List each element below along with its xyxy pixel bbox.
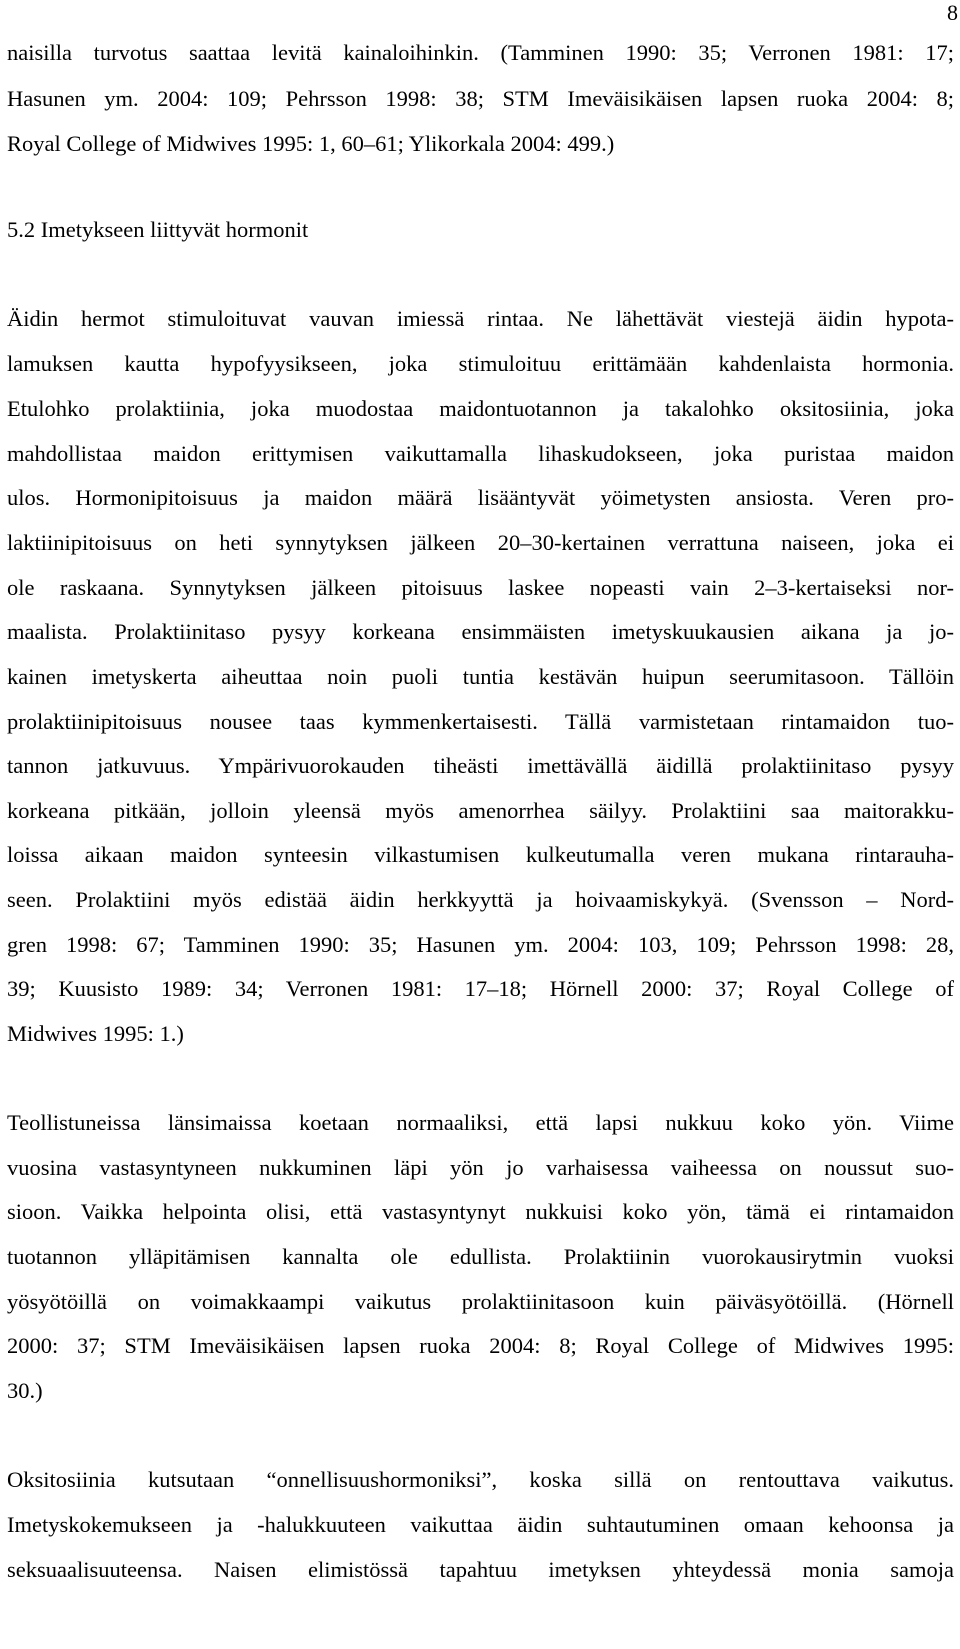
text-line: prolaktiinipitoisuus nousee taas kymmenkertaisesti. Tällä varmistetaan rintamaidon tuo- [7, 709, 954, 734]
text-line: kainen imetyskerta aiheuttaa noin puoli tuntia kestävän huipun seerumitasoon. Tällöin [7, 664, 954, 689]
text-line: Oksitosiinia kutsutaan “onnellisuushormoniksi”, koska sillä on rentouttava vaikutus. [7, 1467, 954, 1492]
text-line: Äidin hermot stimuloituvat vauvan imiessä rintaa. Ne lähettävät viestejä äidin hypota- [7, 306, 954, 331]
text-line: loissa aikaan maidon synteesin vilkastumisen kulkeutumalla veren mukana rintarauha- [7, 842, 954, 867]
text-line: yösyötöillä on voimakkaampi vaikutus prolaktiinitasoon kuin päiväsyötöillä. (Hörnell [7, 1289, 954, 1314]
text-line: Etulohko prolaktiinia, joka muodostaa maidontuotannon ja takalohko oksitosiinia, joka [7, 396, 954, 421]
text-line: tuotannon ylläpitämisen kannalta ole edullista. Prolaktiinin vuorokausirytmin vuoksi [7, 1244, 954, 1269]
text-line: korkeana pitkään, jolloin yleensä myös amenorrhea säilyy. Prolaktiini saa maitorakku- [7, 798, 954, 823]
page-number: 8 [947, 0, 958, 25]
text-line: maalista. Prolaktiinitaso pysyy korkeana ensimmäisten imetyskuukausien aikana ja jo- [7, 619, 954, 644]
section-heading: 5.2 Imetykseen liittyvät hormonit [7, 217, 309, 242]
text-line: Hasunen ym. 2004: 109; Pehrsson 1998: 38; STM Imeväisikäisen lapsen ruoka 2004: 8; [7, 86, 954, 111]
text-line: Imetyskokemukseen ja -halukkuuteen vaikuttaa äidin suhtautuminen omaan kehoonsa ja [7, 1512, 954, 1537]
text-line: seksuaalisuuteensa. Naisen elimistössä tapahtuu imetyksen yhteydessä monia samoja [7, 1557, 954, 1582]
text-line: mahdollistaa maidon erittymisen vaikuttamalla lihaskudokseen, joka puristaa maidon [7, 441, 954, 466]
text-line: 30.) [7, 1378, 43, 1403]
text-line: 2000: 37; STM Imeväisikäisen lapsen ruoka 2004: 8; Royal College of Midwives 1995: [7, 1333, 954, 1358]
text-line: 39; Kuusisto 1989: 34; Verronen 1981: 17–18; Hörnell 2000: 37; Royal College of [7, 976, 954, 1001]
text-line: gren 1998: 67; Tamminen 1990: 35; Hasunen ym. 2004: 103, 109; Pehrsson 1998: 28, [7, 932, 954, 957]
text-line: laktiinipitoisuus on heti synnytyksen jälkeen 20–30-kertainen verrattuna naiseen, joka ei [7, 530, 954, 555]
text-line: Teollistuneissa länsimaissa koetaan normaaliksi, että lapsi nukkuu koko yön. Viime [7, 1110, 954, 1135]
text-line: Midwives 1995: 1.) [7, 1021, 184, 1046]
text-line: tannon jatkuvuus. Ympärivuorokauden tiheästi imettävällä äidillä prolaktiinitaso pysyy [7, 753, 954, 778]
text-line: ole raskaana. Synnytyksen jälkeen pitoisuus laskee nopeasti vain 2–3-kertaiseksi nor- [7, 575, 954, 600]
text-line: seen. Prolaktiini myös edistää äidin herkkyyttä ja hoivaamiskykyä. (Svensson – Nord- [7, 887, 954, 912]
text-line: vuosina vastasyntyneen nukkuminen läpi yön jo varhaisessa vaiheessa on noussut suo- [7, 1155, 954, 1180]
text-line: Royal College of Midwives 1995: 1, 60–61; Ylikorkala 2004: 499.) [7, 131, 615, 156]
text-line: ulos. Hormonipitoisuus ja maidon määrä lisääntyvät yöimetysten ansiosta. Veren pro- [7, 485, 954, 510]
text-line: lamuksen kautta hypofyysikseen, joka stimuloituu erittämään kahdenlaista hormonia. [7, 351, 954, 376]
text-line: naisilla turvotus saattaa levitä kainaloihinkin. (Tamminen 1990: 35; Verronen 1981: 17; [7, 40, 954, 65]
text-line: sioon. Vaikka helpointa olisi, että vastasyntynyt nukkuisi koko yön, tämä ei rintamaidon [7, 1199, 954, 1224]
